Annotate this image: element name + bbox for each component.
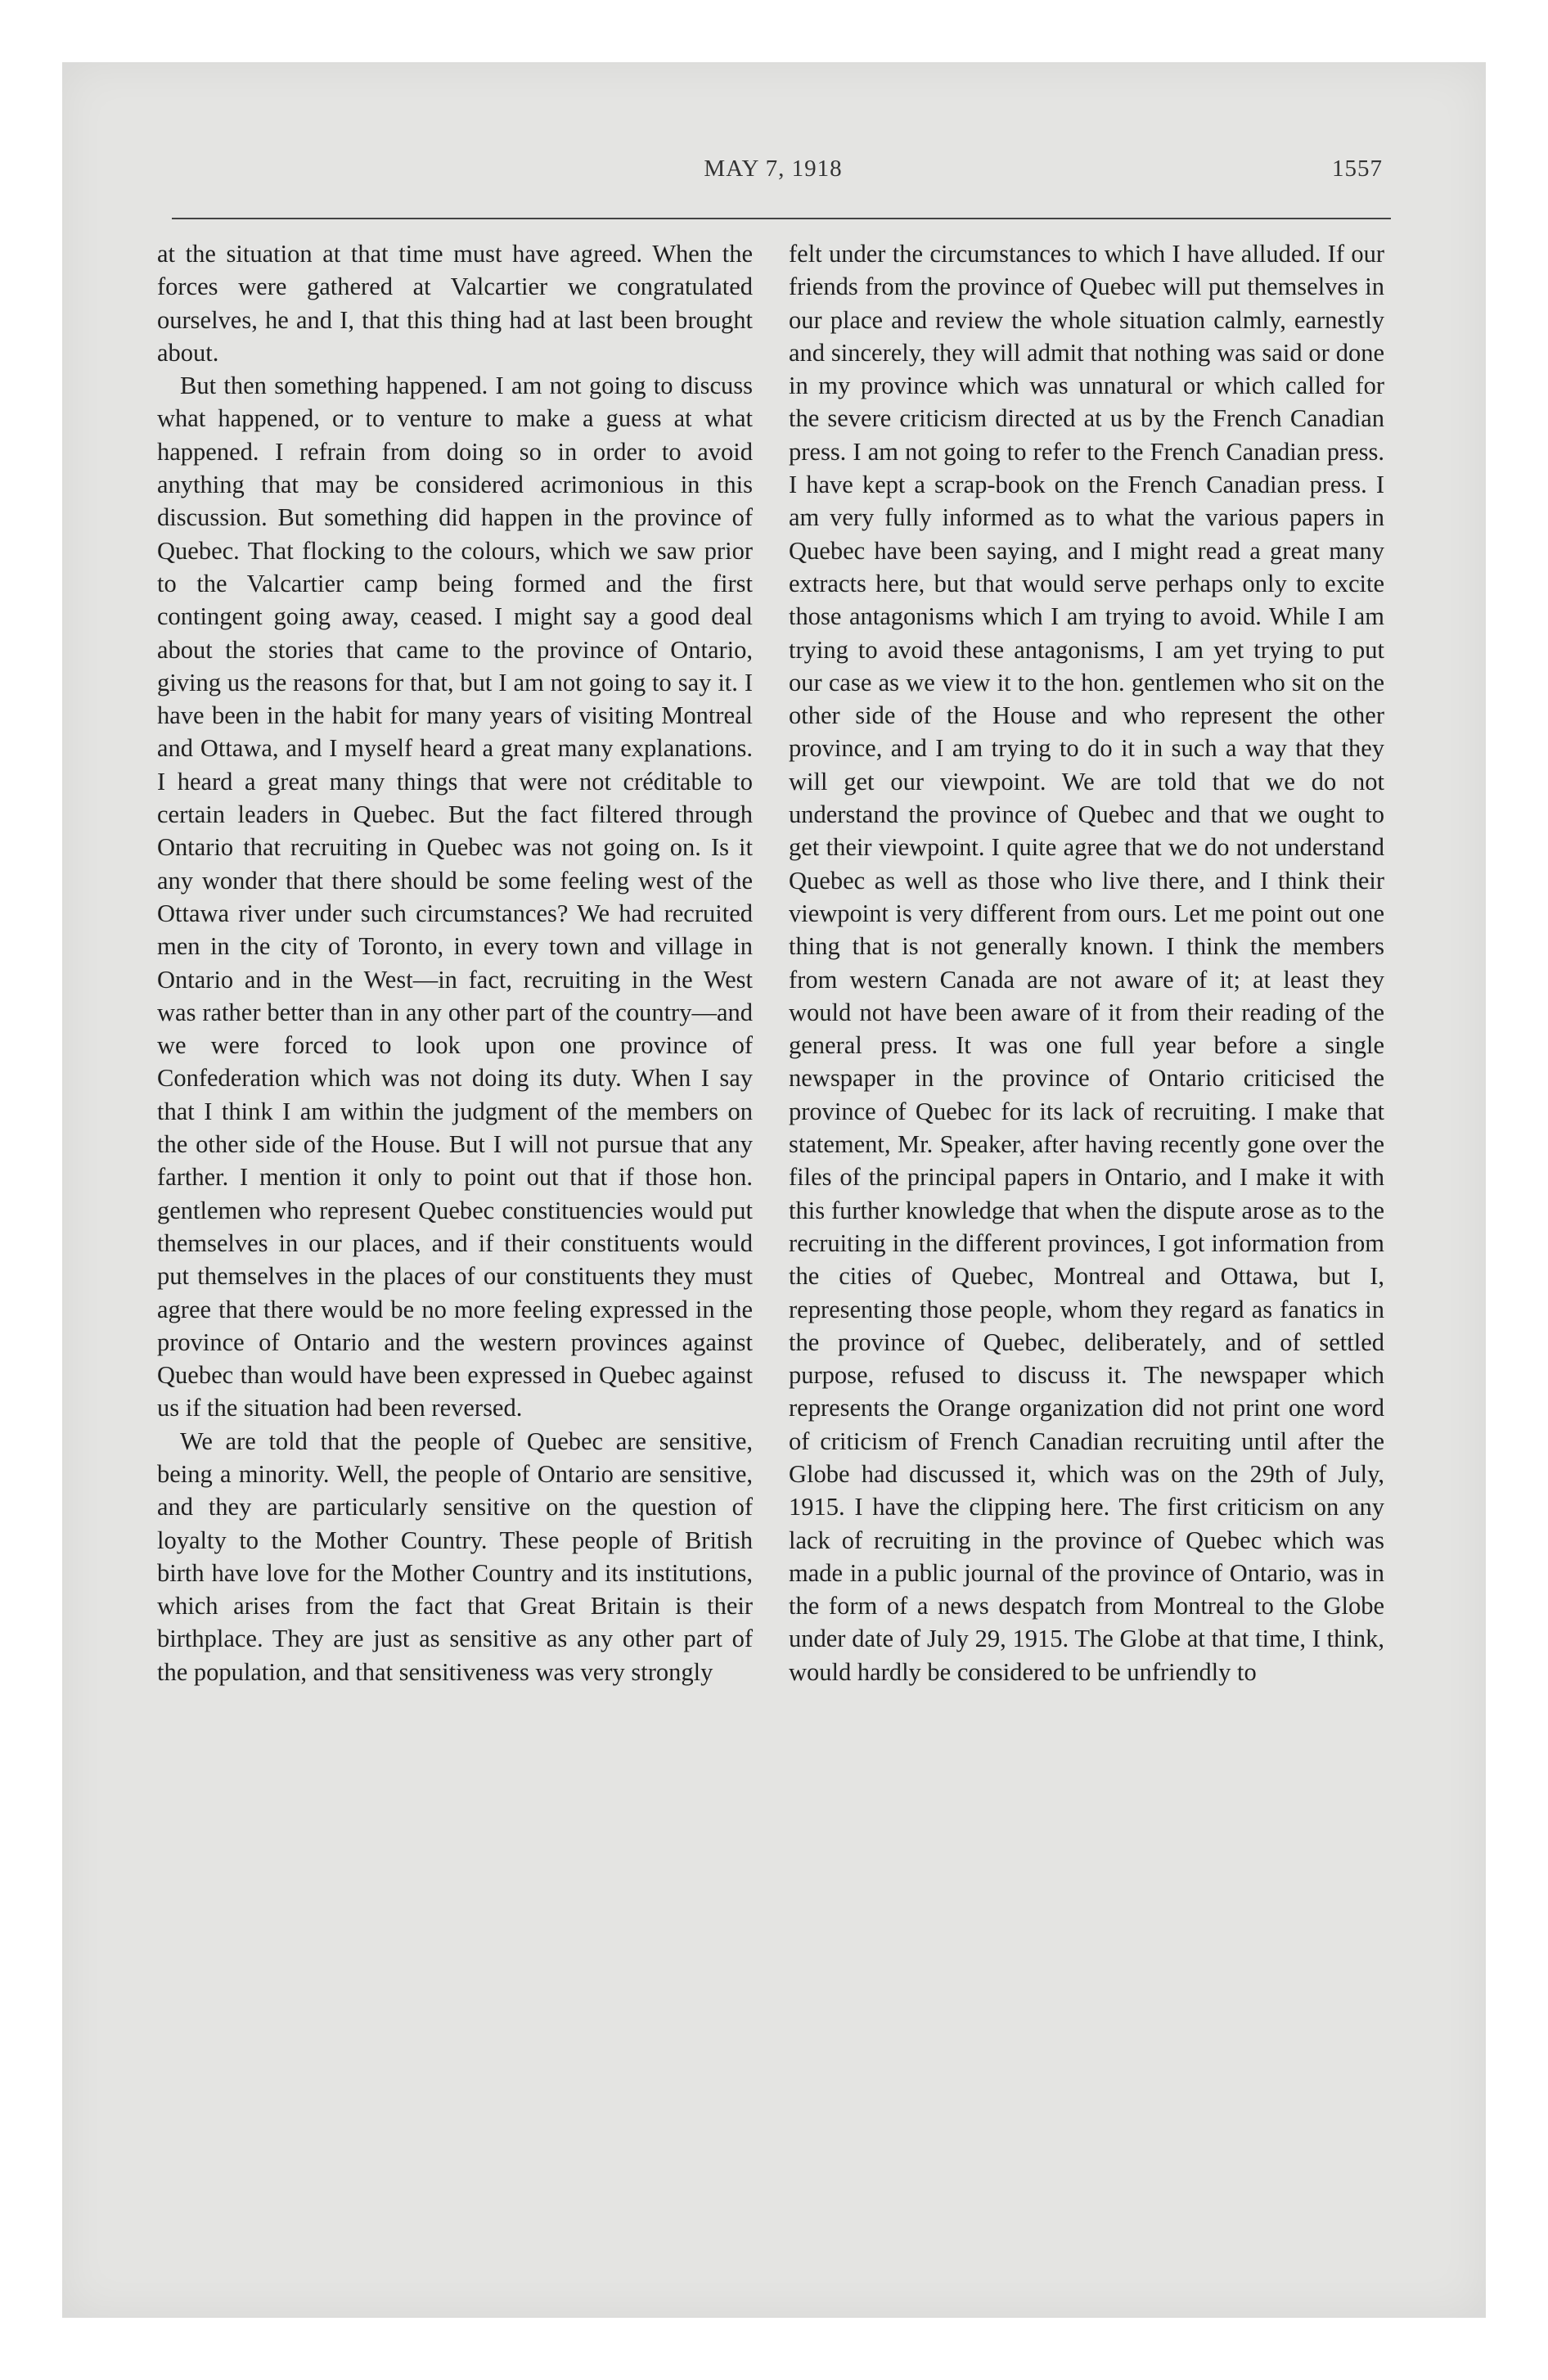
header-rule [172, 218, 1391, 219]
header-date: MAY 7, 1918 [704, 156, 843, 182]
page-number: 1557 [1332, 156, 1383, 182]
paragraph: But then something happened. I am not going to discuss what happened, or to venture to make a guess at what happened. I refrain from doing so in order to avoid anything that may be considered acrimonious in this discussion. But something did happen in the province of Quebec. That flocking to the colours, which we saw prior to the Valcartier camp being formed and the first contingent going away, ceased. I might say a good deal about the stories that came to the province of Ontario, giving us the reasons for that, but I am not going to say it. I have been in the habit for many years of visiting Montreal and Ottawa, and I myself heard a great many explanations. I heard a great many things that were not créditable to certain leaders in Quebec. But the fact filtered through Ontario that recruiting in Quebec was not going on. Is it any wonder that there should be some feeling west of the Ottawa river under such circumstances? We had recruited men in the city of Toronto, in every town and village in Ontario and in the West—in fact, recruiting in the West was rather better than in any other part of the country—and we were forced to look upon one province of Confederation which was not doing its duty. When I say that I think I am within the judgment of the members on the other side of the House. But I will not pursue that any farther. I mention it only to point out that if those hon. gentlemen who represent Quebec constituencies would put themselves in our places, and if their constituents would put themselves in the places of our constituents they must agree that there would be no more feeling expressed in the province of Ontario and the western provinces against Quebec than would have been expressed in Quebec against us if the situation had been reversed. [157, 372, 753, 1422]
paragraph: felt under the circumstances to which I have alluded. If our friends from the province of Quebec will put themselves in our place and review the whole situation calmly, earnestly and sincerely, they will admit that nothing was said or done in my province which was unnatural or which called for the severe criticism directed at us by the French Canadian press. I am not going to refer to the French Canadian press. I have kept a scrap-book on the French Canadian press. I am very fully informed as to what the various papers in Quebec have been saying, and I might read a great many extracts here, but that would serve perhaps only to excite those antagonisms which I am trying to avoid. While I am trying to avoid these antagonisms, I am yet trying to put our case as we view it to the hon. gentlemen who sit on the other side of the House and who represent the other province, and I am trying to do it in such a way that they will get our viewpoint. We are told that we do not understand the province of Quebec and that we ought to get their viewpoint. I quite agree that we do not understand Quebec as well as those who live there, and I think their viewpoint is very different from ours. Let me point out one thing that is not generally known. I think the members from western Canada are not aware of it; at least they would not have been aware of it from their reading of the general press. It was one full year before a single newspaper in the province of Ontario criticised the province of Quebec for its lack of recruiting. I make that statement, Mr. Speaker, after having recently gone over the files of the principal papers in Ontario, and I make it with this further knowledge that when the dispute arose as to the recruiting in the different provinces, I got information from the cities of Quebec, Montreal and Ottawa, but I, representing those people, whom they regard as fanatics in the province of Quebec, deliberately, and of settled purpose, refused to discuss it. The newspaper which represents the Orange organization did not print one word of criticism of French Canadian recruiting until after the Globe had discussed it, which was on the 29th of July, 1915. I have the clipping here. The first criticism on any lack of recruiting in the province of Quebec which was made in a public journal of the province of Ontario, was in the form of a news despatch from Montreal to the Globe under date of July 29, 1915. The Globe at that time, I think, would hardly be considered to be unfriendly to [789, 240, 1384, 1686]
page-header [164, 156, 1383, 196]
left-column [157, 237, 753, 1688]
paragraph: We are told that the people of Quebec are sensitive, being a minority. Well, the people of Ontario are sensitive, and they are particularly sensitive on the question of loyalty to the Mother Country. These people of British birth have love for the Mother Country and its institutions, which arises from the fact that Great Britain is their birthplace. They are just as sensitive as any other part of the population, and that sensitiveness was very strongly [157, 1427, 753, 1686]
right-column [789, 237, 1384, 1688]
paragraph: at the situation at that time must have agreed. When the forces were gathered at Valcartier we congratulated ourselves, he and I, that this thing had at last been brought about. [157, 240, 753, 367]
